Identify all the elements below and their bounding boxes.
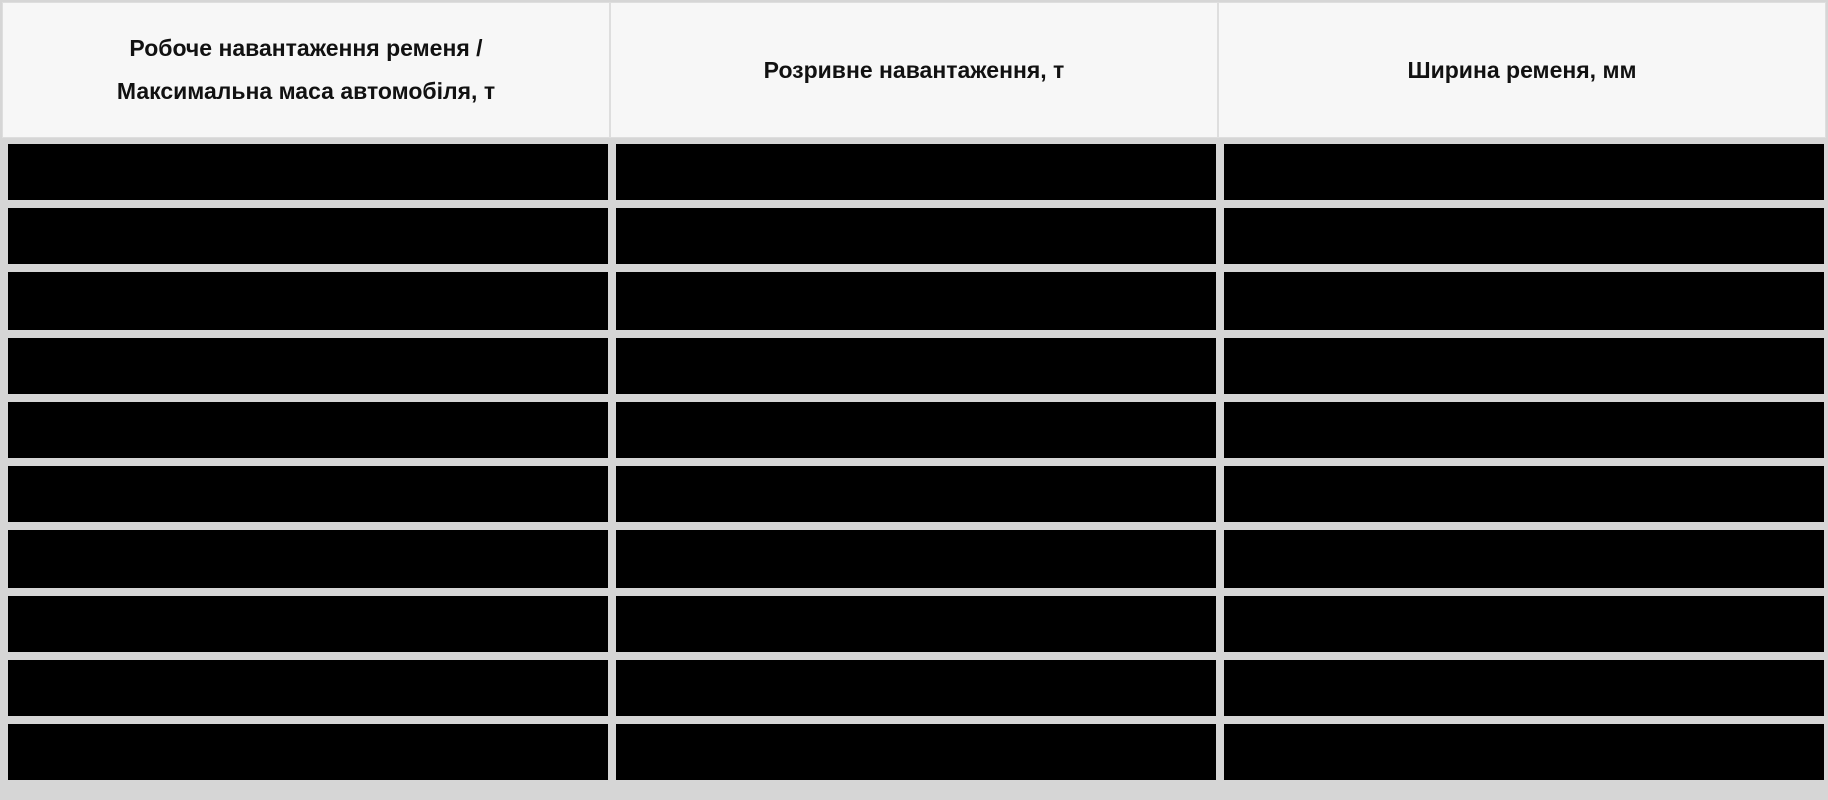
redacted-cell [616,530,1216,588]
redacted-cell [616,724,1216,780]
redacted-cell [1224,660,1824,716]
redacted-cell [8,660,608,716]
redacted-cell [1224,402,1824,458]
redacted-cell [8,724,608,780]
header-breaking-load [610,2,1218,138]
table-row [8,272,1824,330]
redacted-cell [1224,272,1824,330]
redacted-cell [1224,208,1824,264]
table-row [8,402,1824,458]
table-body [8,144,1824,788]
redacted-cell [616,338,1216,394]
table-row [8,530,1824,588]
table-row [8,596,1824,652]
header-belt-width [1218,2,1826,138]
table-row [8,338,1824,394]
redacted-cell [616,596,1216,652]
table-row [8,208,1824,264]
header-working-load-line1: Робоче навантаження ременя / [129,35,483,61]
redacted-cell [1224,530,1824,588]
header-belt-width-label: Ширина ременя, мм [1407,56,1637,83]
table-row [8,144,1824,200]
redacted-cell [1224,144,1824,200]
table-row [8,660,1824,716]
redacted-cell [1224,466,1824,522]
header-working-load-line2: Максимальна маса автомобіля, т [116,78,496,104]
redacted-cell [616,144,1216,200]
redacted-cell [616,402,1216,458]
table-row [8,466,1824,522]
redacted-cell [1224,338,1824,394]
redacted-cell [8,272,608,330]
redacted-cell [8,144,608,200]
header-working-load [2,2,610,138]
redacted-cell [8,530,608,588]
redacted-cell [8,338,608,394]
redacted-cell [616,208,1216,264]
table-row [8,724,1824,780]
redacted-cell [1224,596,1824,652]
redacted-cell [8,402,608,458]
redacted-cell [8,596,608,652]
redacted-cell [616,466,1216,522]
redacted-cell [8,208,608,264]
redacted-cell [1224,724,1824,780]
header-breaking-load-label: Розривне навантаження, т [763,56,1065,83]
table-header-row [2,2,1826,138]
redacted-cell [8,466,608,522]
redacted-cell [616,660,1216,716]
redacted-cell [616,272,1216,330]
